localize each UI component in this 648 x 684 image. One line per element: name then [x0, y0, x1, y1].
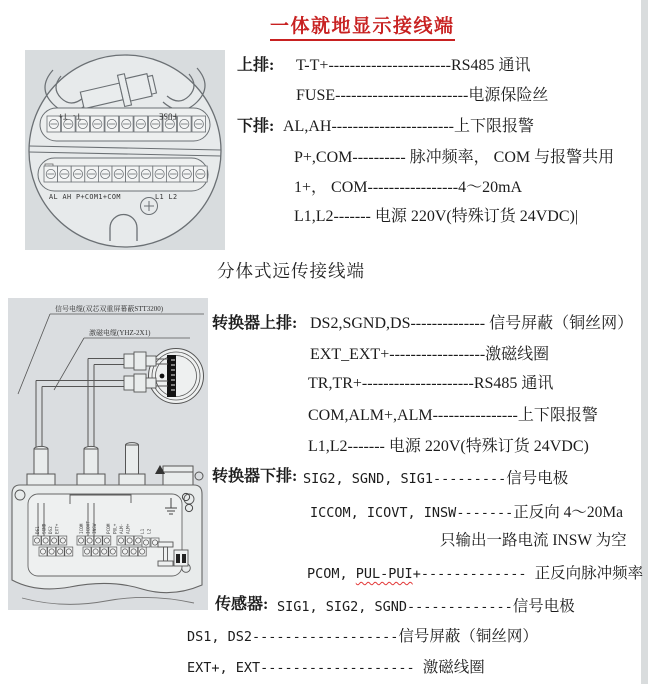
svg-text:EXT+: EXT+ [55, 523, 61, 534]
terminal-code: EXT+, EXT [187, 660, 261, 676]
bottom-row-label: AL AH P+COM1+COM [49, 193, 121, 201]
integrated-terminal-diagram [25, 50, 225, 250]
svg-text:L1: L1 [141, 528, 146, 534]
wiring-line [296, 86, 548, 106]
leader-dashes: ------------- [420, 566, 535, 582]
terminal-code: P+,COM [294, 149, 353, 166]
svg-text:ALM+: ALM+ [126, 523, 132, 534]
terminal-code-spellcheck: PUL-PUI [355, 566, 413, 582]
wiring-line [296, 56, 531, 76]
terminal-desc: 电源保险丝 [468, 87, 549, 104]
wiring-line [187, 658, 485, 678]
terminal-desc: RS485 通讯 [450, 57, 531, 74]
section-subtitle: 分体式远传接线端 [217, 261, 365, 281]
terminal-code: DS1, DS2 [187, 629, 253, 645]
wiring-line [307, 564, 643, 584]
terminal-code: SIG1, SIG2, SGND [277, 599, 408, 615]
leader-dashes: ----------------------- [328, 57, 451, 74]
leader-dashes: ------- [456, 505, 514, 521]
terminal-desc: 脉冲频率， COM 与报警共用 [409, 149, 615, 166]
svg-text:PUL+: PUL+ [113, 523, 119, 534]
leader-dashes: ------------------ [389, 346, 486, 363]
terminal-desc: 信号屏蔽（铜丝网） [489, 315, 634, 332]
terminal-desc: RS485 通讯 [473, 375, 554, 392]
remote-wiring-diagram [8, 298, 208, 614]
leader-dashes: ----------------------- [331, 118, 454, 135]
terminal-code: COM,ALM+,ALM [308, 407, 433, 424]
terminal-code: TR,TR+ [308, 375, 362, 392]
terminal-code: L1,L2 [308, 438, 348, 455]
leader-dashes: ------------- [407, 599, 513, 615]
terminal-desc: 正反向脉冲频率 [534, 565, 644, 582]
terminal-code: T-T+ [296, 57, 329, 74]
terminal-desc: 正反向 4～20Ma [513, 504, 624, 521]
wiring-line [308, 406, 598, 426]
wiring-line [294, 178, 522, 198]
terminal-desc: 信号电极 [512, 598, 575, 615]
row-label-bottom: 下排: [237, 118, 275, 135]
svg-text:DS2: DS2 [49, 526, 54, 534]
wiring-line [310, 503, 623, 523]
svg-text:DS1: DS1 [36, 526, 41, 534]
wiring-line [283, 117, 534, 137]
svg-text:L2: L2 [147, 528, 153, 534]
converter-top-row-label: 转换器上排: [212, 315, 298, 332]
terminal-desc: 电源 220V(特殊订货 24VDC) [374, 208, 575, 225]
svg-text:ALM-: ALM- [120, 523, 125, 534]
terminal-code: FUSE [296, 87, 336, 104]
terminal-code: ICCOM, ICOVT, INSW [310, 505, 457, 521]
leader-dashes: ---------- [352, 149, 410, 166]
signal-cable-label: 信号电缆(双芯双重屏幕蔽STT3200) [55, 305, 164, 313]
excitation-cable-label: 激磁电缆(YHZ-2X1) [89, 329, 151, 337]
terminal-code: EXT_EXT+ [310, 346, 390, 363]
wiring-line [308, 437, 589, 457]
wiring-line [310, 314, 633, 334]
terminal-code: L1,L2 [294, 208, 334, 225]
leader-dashes: ------------------ [252, 629, 399, 645]
terminal-desc: 上下限报警 [517, 407, 598, 424]
svg-text:ICOM: ICOM [80, 523, 85, 534]
sensor-connector [149, 349, 204, 404]
row-label-top: 上排: [237, 57, 275, 74]
terminal-desc: 4～20mA [458, 179, 523, 196]
terminal-code: AL,AH [283, 118, 332, 135]
leader-dashes: --------------------- [361, 375, 474, 392]
sensor-row-label: 传感器: [215, 596, 269, 613]
terminal-code: 1+， COM [294, 179, 368, 196]
leader-dashes: ---------------- [432, 407, 518, 424]
leader-dashes: -------------- [410, 315, 490, 332]
wiring-line [187, 627, 538, 647]
terminal-desc: 信号电极 [506, 470, 569, 487]
terminal-code: SIG2, SGND, SIG1 [303, 471, 434, 487]
leader-dashes: ------- [333, 208, 375, 225]
svg-text:SGND: SGND [42, 523, 48, 534]
wiring-line [310, 345, 549, 365]
leader-dashes: ----------------- [367, 179, 459, 196]
current-output-note: 只输出一路电流 INSW 为空 [440, 532, 627, 549]
top-row-label: T- T+ [58, 111, 81, 121]
wiring-line [294, 207, 578, 227]
terminal-desc: 信号屏蔽（铜丝网） [398, 628, 538, 645]
terminal-code: DS2,SGND,DS [310, 315, 411, 332]
leader-dashes: ------- [347, 438, 389, 455]
svg-text:INSW: INSW [93, 523, 98, 534]
text-cursor: | [574, 208, 579, 225]
top-terminal-strip [40, 108, 210, 141]
power-label: L1 L2 [155, 193, 178, 201]
terminal-desc: 激磁线圈 [422, 659, 485, 676]
wiring-line [277, 597, 575, 617]
svg-text:PCOM: PCOM [107, 523, 112, 534]
connector-terminal-strip [167, 355, 176, 397]
wiring-line [308, 374, 553, 394]
svg-text:ICOVT: ICOVT [86, 521, 92, 534]
fuse-label: FUSE [158, 111, 177, 121]
leader-dashes: ------------------- [260, 660, 423, 676]
terminal-desc: 激磁线圈 [485, 346, 550, 363]
converter-bottom-row-label: 转换器下排: [212, 468, 298, 485]
leader-dashes: --------- [433, 471, 507, 487]
leader-dashes: ------------------------- [335, 87, 469, 104]
terminal-code: + [412, 566, 421, 582]
wiring-line [294, 148, 614, 168]
terminal-desc: 电源 220V(特殊订货 24VDC) [388, 438, 589, 455]
page-title: 一体就地显示接线端 [270, 11, 455, 41]
wiring-line [303, 469, 568, 489]
terminal-desc: 上下限报警 [453, 118, 534, 135]
terminal-code: PCOM, [307, 566, 356, 582]
